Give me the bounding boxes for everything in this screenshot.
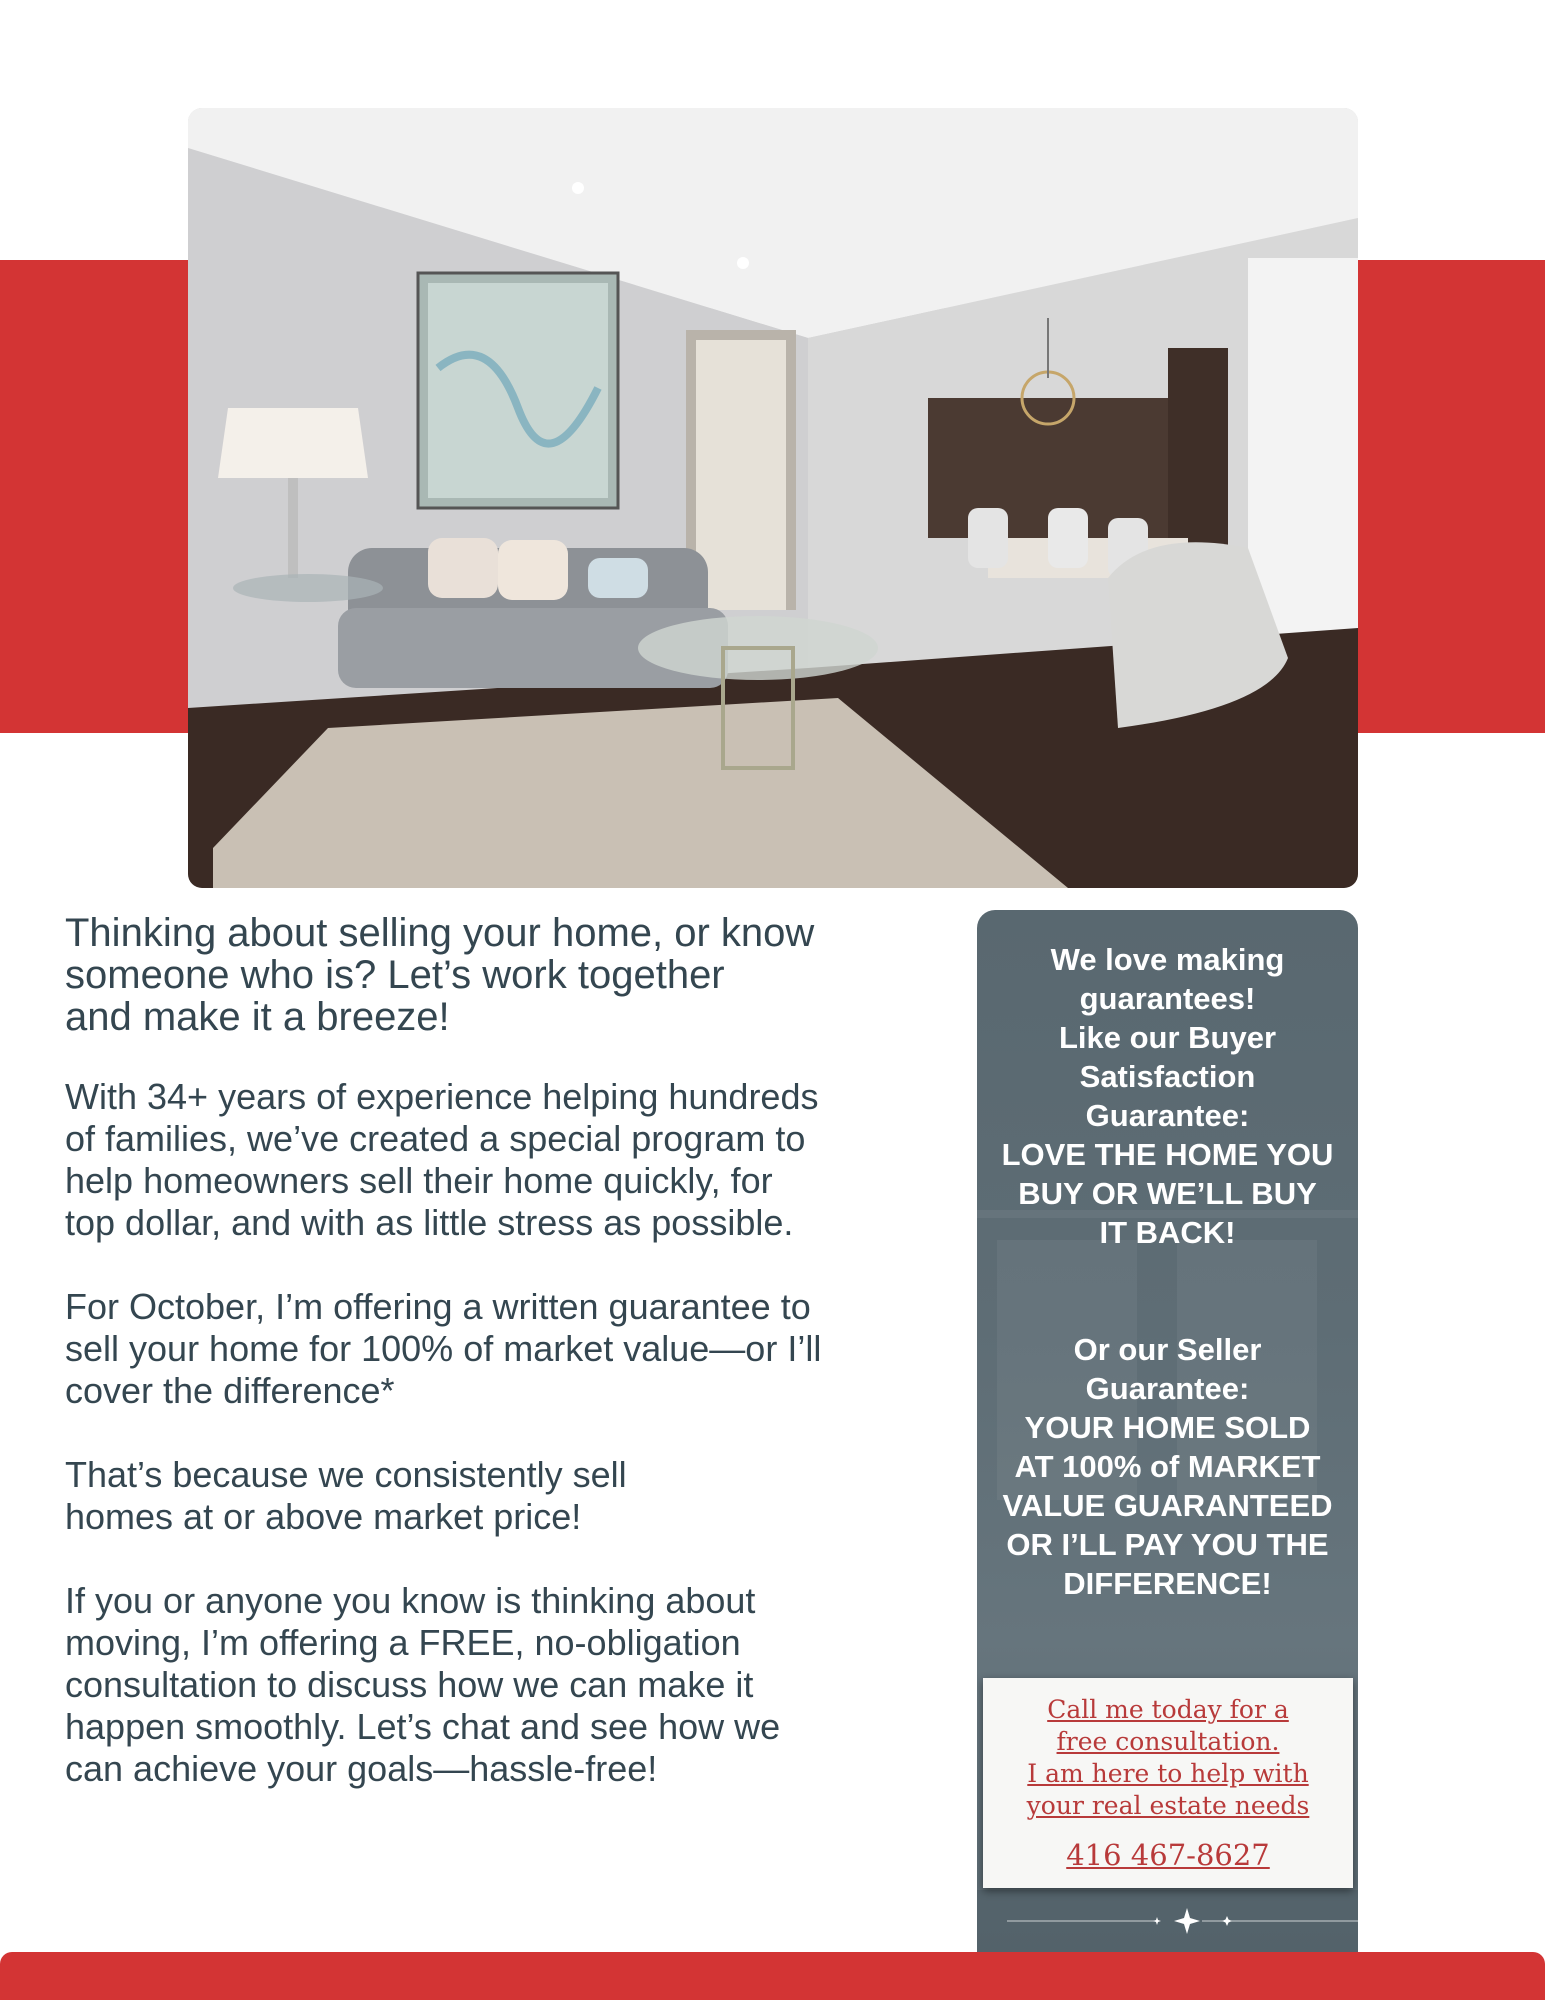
main-copy bbox=[65, 912, 945, 1832]
phone-number[interactable]: 416 467-8627 bbox=[1066, 1838, 1270, 1872]
paragraph-market-price: That’s because we consistently sell homes at or above market price! bbox=[65, 1454, 627, 1537]
headline: Thinking about selling your home, or know someone who is? Let’s work together and make it a breeze! bbox=[65, 911, 815, 1039]
paragraph-october-offer: For October, I’m offering a written guarantee to sell your home for 100% of market value—or I’ll cover the difference* bbox=[65, 1286, 822, 1411]
buyer-guarantee: We love making guarantees! Like our Buyer Satisfaction Guarantee: LOVE THE HOME YOU BUY OR WE’LL BUY IT BACK! bbox=[1001, 942, 1334, 1250]
guarantee-text bbox=[977, 940, 1358, 1603]
living-room-photo bbox=[188, 108, 1358, 888]
consultation-link[interactable]: Call me today for a free consultation. I am here to help with your real estate needs bbox=[1026, 1695, 1310, 1820]
seller-guarantee: Or our Seller Guarantee: YOUR HOME SOLD AT 100% of MARKET VALUE GUARANTEED OR I’LL PAY YOU THE DIFFERENCE! bbox=[1002, 1332, 1333, 1601]
paragraph-consultation: If you or anyone you know is thinking about moving, I’m offering a FREE, no-obligation consultation to discuss how we can make it happen smoothly. Let’s chat and see how we can achieve your goals—hassle-free! bbox=[65, 1580, 781, 1789]
consultation-box[interactable] bbox=[983, 1678, 1353, 1888]
guarantee-panel bbox=[977, 910, 1358, 1952]
sparkle-divider-icon bbox=[977, 1906, 1358, 1936]
paragraph-experience: With 34+ years of experience helping hundreds of families, we’ve created a special program to help homeowners sell their home quickly, for top dollar, and with as little stress as possible. bbox=[65, 1076, 819, 1243]
living-room-illustration bbox=[188, 108, 1358, 888]
bottom-red-band bbox=[0, 1952, 1545, 2000]
